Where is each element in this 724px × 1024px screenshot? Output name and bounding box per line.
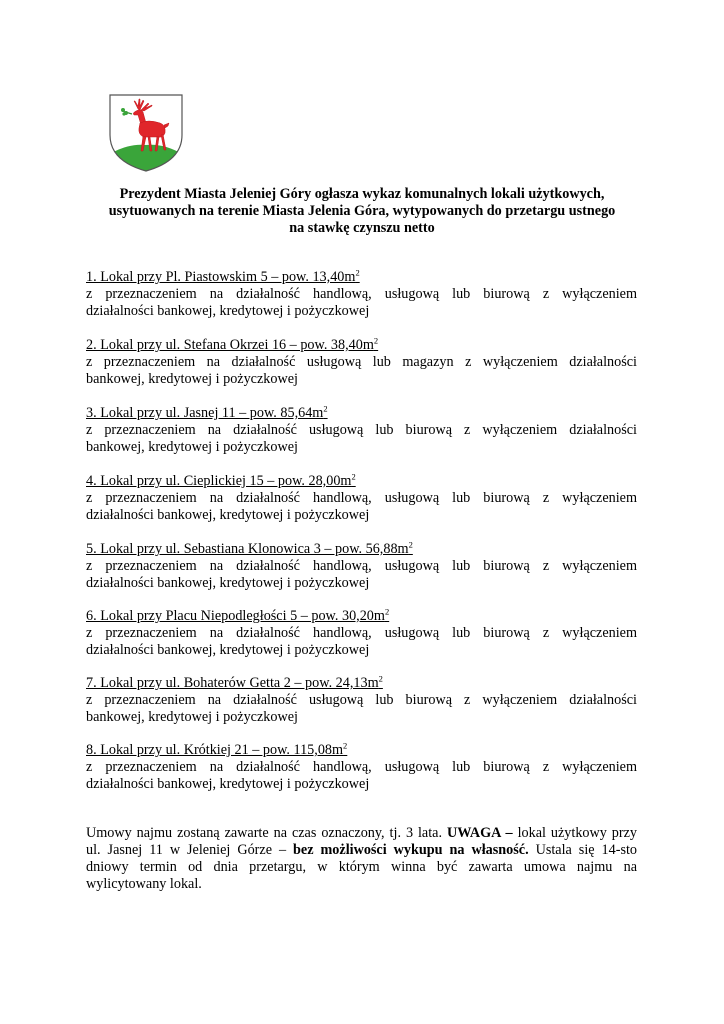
premises-item-7 <box>86 675 637 726</box>
premises-item-1 <box>86 269 637 320</box>
premises-description-line: działalności bankowej, kredytowej i pożyczkowej <box>86 575 370 591</box>
premises-description-line: z przeznaczeniem na działalność handlową, usługową lub biurową z wyłączeniem <box>86 490 637 506</box>
closing-line: wylicytowany lokal. <box>86 876 202 892</box>
premises-title: 5. Lokal przy ul. Sebastiana Klonowica 3 – pow. $56,88m^2$ <box>86 539 413 557</box>
premises-title: 8. Lokal przy ul. Krótkiej 21 – pow. $115,08m^2$ <box>86 740 348 758</box>
premises-item-8 <box>86 742 637 793</box>
heading-line: usytuowanych na terenie Miasta Jelenia Góra, wytypowanych do przetargu ustnego <box>108 203 616 219</box>
premises-description-line: z przeznaczeniem na działalność usługową lub magazyn z wyłączeniem działalności <box>86 354 637 370</box>
no-buyout-notice: bez możliwości wykupu na własność. <box>293 842 529 858</box>
premises-title: 7. Lokal przy ul. Bohaterów Getta 2 – pow. $24,13m^2$ <box>86 673 383 691</box>
warning-label: UWAGA – <box>446 825 513 841</box>
premises-description-line: bankowej, kredytowej i pożyczkowej <box>86 371 298 387</box>
heading-line: na stawkę czynszu netto <box>289 220 435 236</box>
premises-item-2 <box>86 337 637 388</box>
premises-description-line: z przeznaczeniem na działalność handlową, usługową lub biurową z wyłączeniem <box>86 286 637 302</box>
closing-line: dniowy termin od dnia przetargu, w którym winna być zawarta umowa najmu na <box>86 859 637 875</box>
premises-description-line: z przeznaczeniem na działalność usługową lub biurową z wyłączeniem działalności <box>86 692 637 708</box>
premises-title: 4. Lokal przy ul. Cieplickiej 15 – pow. $28,00m^2$ <box>86 471 356 489</box>
premises-title: 1. Lokal przy Pl. Piastowskim 5 – pow. $13,40m^2$ <box>86 267 360 285</box>
announcement-heading <box>86 186 638 237</box>
heading-line: Prezydent Miasta Jeleniej Góry ogłasza wykaz komunalnych lokali użytkowych, <box>119 186 605 202</box>
premises-description-line: działalności bankowej, kredytowej i pożyczkowej <box>86 642 370 658</box>
premises-title: 3. Lokal przy ul. Jasnej 11 – pow. $85,64m^2$ <box>86 403 328 421</box>
coat-of-arms-icon <box>108 93 184 173</box>
premises-description-line: z przeznaczeniem na działalność handlową, usługową lub biurową z wyłączeniem <box>86 558 637 574</box>
premises-description-line: z przeznaczeniem na działalność usługową lub biurową z wyłączeniem działalności <box>86 422 637 438</box>
premises-description-line: z przeznaczeniem na działalność handlową, usługową lub biurową z wyłączeniem <box>86 759 637 775</box>
premises-description-line: z przeznaczeniem na działalność handlową, usługową lub biurową z wyłączeniem <box>86 625 637 641</box>
closing-line: ul. Jasnej 11 w Jeleniej Górze – bez możliwości wykupu na własność. Ustala się 14-sto <box>86 842 638 858</box>
premises-title: 6. Lokal przy Placu Niepodległości 5 – pow. $30,20m^2$ <box>86 606 390 624</box>
premises-description-line: bankowej, kredytowej i pożyczkowej <box>86 709 298 725</box>
premises-title: 2. Lokal przy ul. Stefana Okrzei 16 – pow. $38,40m^2$ <box>86 335 379 353</box>
premises-item-3 <box>86 405 637 456</box>
closing-paragraph <box>86 825 637 893</box>
premises-description-line: działalności bankowej, kredytowej i pożyczkowej <box>86 507 370 523</box>
premises-item-6 <box>86 608 637 659</box>
premises-description-line: działalności bankowej, kredytowej i pożyczkowej <box>86 776 370 792</box>
premises-item-4 <box>86 473 637 524</box>
closing-line: Umowy najmu zostaną zawarte na czas oznaczony, tj. 3 lata. UWAGA – lokal użytkowy przy <box>86 825 638 841</box>
premises-description-line: bankowej, kredytowej i pożyczkowej <box>86 439 298 455</box>
premises-item-5 <box>86 541 637 592</box>
premises-description-line: działalności bankowej, kredytowej i pożyczkowej <box>86 303 370 319</box>
